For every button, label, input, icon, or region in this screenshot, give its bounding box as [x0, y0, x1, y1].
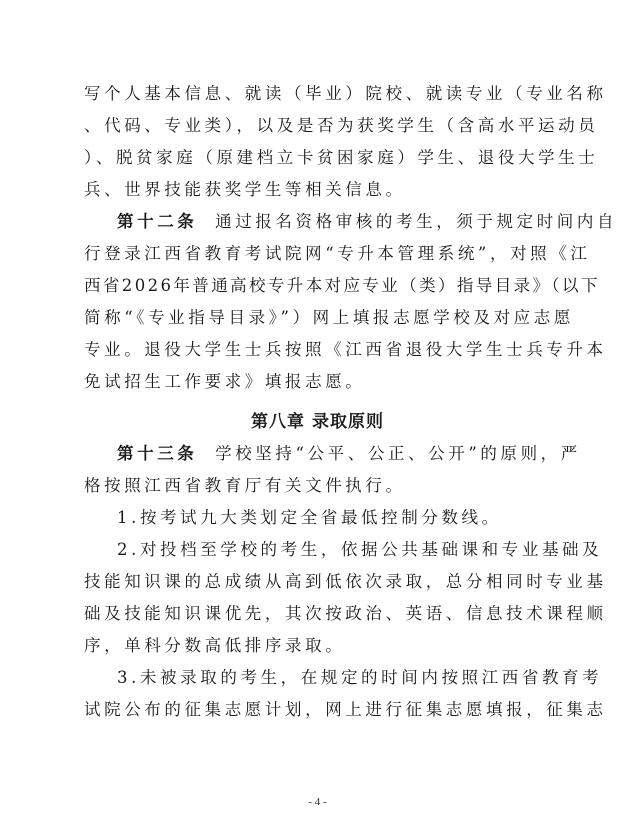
article-13-label: 第十三条 [117, 444, 198, 463]
article-12-text: 通过报名资格审核的考生，须于规定时间内自 [215, 212, 618, 231]
body-line: 简称“《专业指导目录》”）网上填报志愿学校及对应志愿 [84, 308, 574, 327]
body-line: 免试招生工作要求》填报志愿。 [84, 372, 366, 391]
body-line: 础及技能知识课优先，其次按政治、英语、信息技术课程顺 [84, 604, 607, 623]
body-line: 西省2026年普通高校专升本对应专业（类）指导目录》（以下 [84, 276, 600, 295]
chapter-heading: 第八章 录取原则 [251, 412, 384, 432]
article-12-first-line [117, 206, 618, 238]
body-line: 专业。退役大学生士兵按照《江西省退役大学生士兵专升本 [84, 340, 607, 359]
list-item-3: 3.未被录取的考生，在规定的时间内按照江西省教育考 [117, 668, 603, 687]
article-13-text: 学校坚持“公平、公正、公开”的原则，严 [215, 444, 581, 463]
page-number: - 4 - [308, 796, 327, 808]
body-line: 格按照江西省教育厅有关文件执行。 [84, 476, 406, 495]
body-line: 序，单科分数高低排序录取。 [84, 636, 346, 655]
body-line: 技能知识课的总成绩从高到低依次录取，总分相同时专业基 [84, 572, 607, 591]
body-line: 兵、世界技能获奖学生等相关信息。 [84, 180, 406, 199]
list-item-1: 1.按考试九大类划定全省最低控制分数线。 [117, 508, 502, 527]
article-12-label: 第十二条 [117, 212, 198, 231]
body-line: 行登录江西省教育考试院网“专升本管理系统”，对照《江 [84, 244, 591, 263]
article-13-first-line [117, 438, 581, 470]
body-line: ）、脱贫家庭（原建档立卡贫困家庭）学生、退役大学生士 [84, 148, 599, 167]
body-line: 写个人基本信息、就读（毕业）院校、就读专业（专业名称 [84, 84, 607, 103]
body-line: 、代码、专业类），以及是否为获奖学生（含高水平运动员 [84, 116, 599, 135]
list-item-2: 2.对投档至学校的考生，依据公共基础课和专业基础及 [117, 540, 603, 559]
body-line: 试院公布的征集志愿计划，网上进行征集志愿填报，征集志 [84, 700, 607, 719]
